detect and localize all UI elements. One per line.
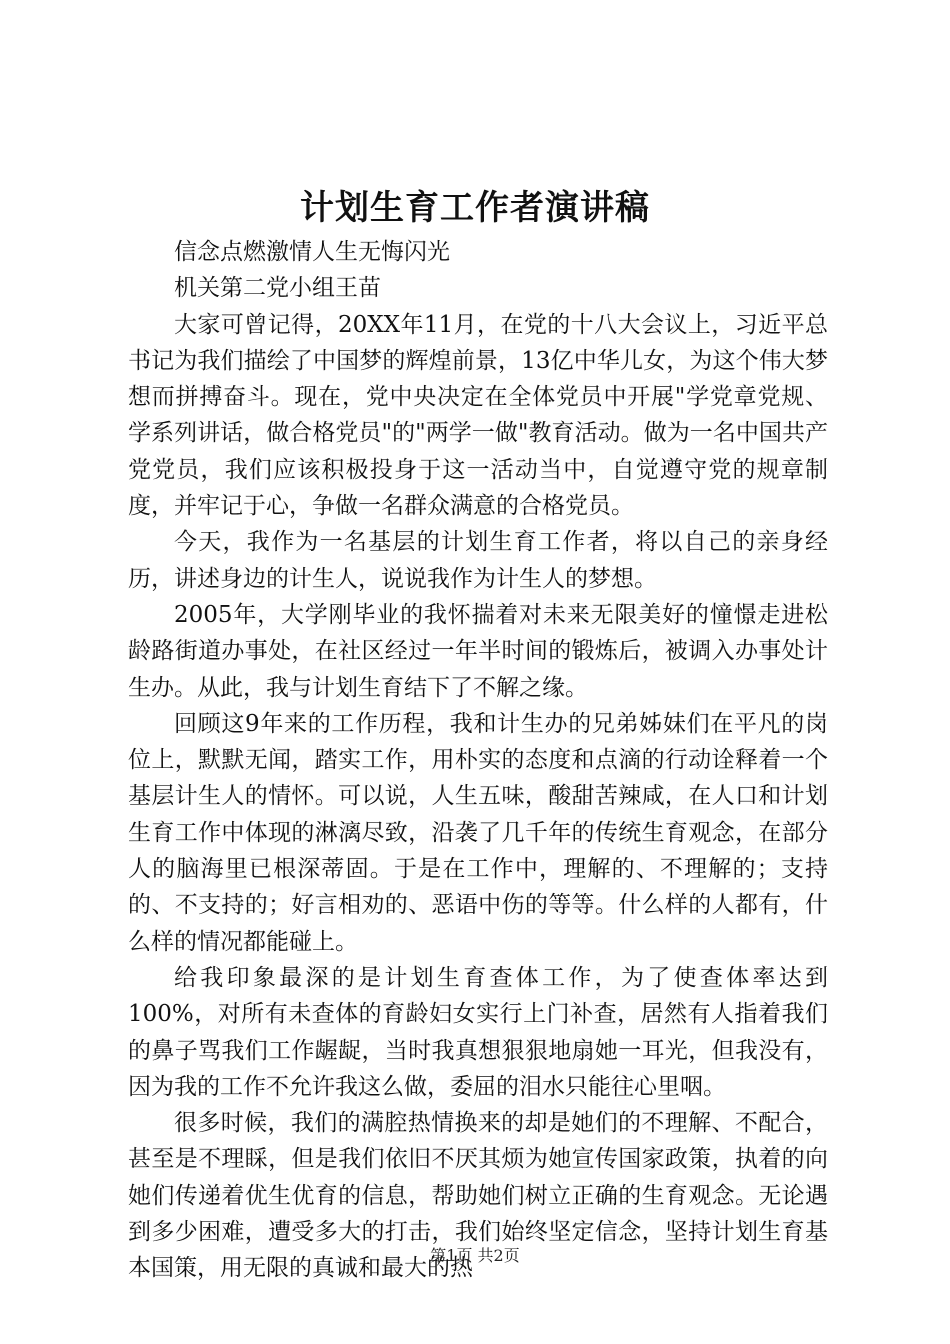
- paragraph: 回顾这9年来的工作历程，我和计生办的兄弟姊妹们在平凡的岗位上，默默无闻，踏实工作，用朴实的态度和点滴的行动诠释着一个基层计生人的情怀。可以说，人生五味，酸甜苦辣咸，在人口和计划生育工作中体现的淋漓尽致，沿袭了几千年的传统生育观念，在部分人的脑海里已根深蒂固。于是在工作中，理解的、不理解的；支持的、不支持的；好言相劝的、恶语中伤的等等。什么样的人都有，什么样的情况都能碰上。: [128, 710, 828, 955]
- paragraph-author: 机关第二党小组王苗: [174, 275, 381, 302]
- paragraph: 2005年，大学刚毕业的我怀揣着对未来无限美好的憧憬走进松龄路街道办事处，在社区经过一年半时间的锻炼后，被调入办事处计生办。从此，我与计划生育结下了不解之缘。: [128, 601, 828, 701]
- document-body: [128, 234, 828, 1287]
- document-title: 计划生育工作者演讲稿: [300, 188, 650, 228]
- paragraph: 大家可曾记得，20XX年11月，在党的十八大会议上，习近平总书记为我们描绘了中国梦的辉煌前景，13亿中华儿女，为这个伟大梦想而拼搏奋斗。现在，党中央决定在全体党员中开展"学党章党规、学系列讲话，做合格党员"的"两学一做"教育活动。做为一名中国共产党党员，我们应该积极投身于这一活动当中，自觉遵守党的规章制度，并牢记于心，争做一名群众满意的合格党员。: [128, 311, 828, 520]
- paragraph-subtitle: 信念点燃激情人生无悔闪光: [174, 239, 450, 265]
- paragraph: 今天，我作为一名基层的计划生育工作者，将以自己的亲身经历，讲述身边的计生人，说说我作为计生人的梦想。: [128, 529, 828, 592]
- page-number-footer: 第1页 共2页: [430, 1246, 520, 1265]
- paragraph: 很多时候，我们的满腔热情换来的却是她们的不理解、不配合，甚至是不理睬，但是我们依旧不厌其烦为她宣传国家政策，执着的向她们传递着优生优育的信息，帮助她们树立正确的生育观念。无论遇到多少困难，遭受多大的打击，我们始终坚定信念，坚持计划生育基本国策，用无限的真诚和最大的热: [128, 1110, 828, 1282]
- paragraph: 给我印象最深的是计划生育查体工作，为了使查体率达到100%，对所有未查体的育龄妇女实行上门补查，居然有人指着我们的鼻子骂我们工作龌龊，当时我真想狠狠地扇她一耳光，但我没有，因为我的工作不允许我这么做，委屈的泪水只能往心里咽。: [128, 964, 828, 1100]
